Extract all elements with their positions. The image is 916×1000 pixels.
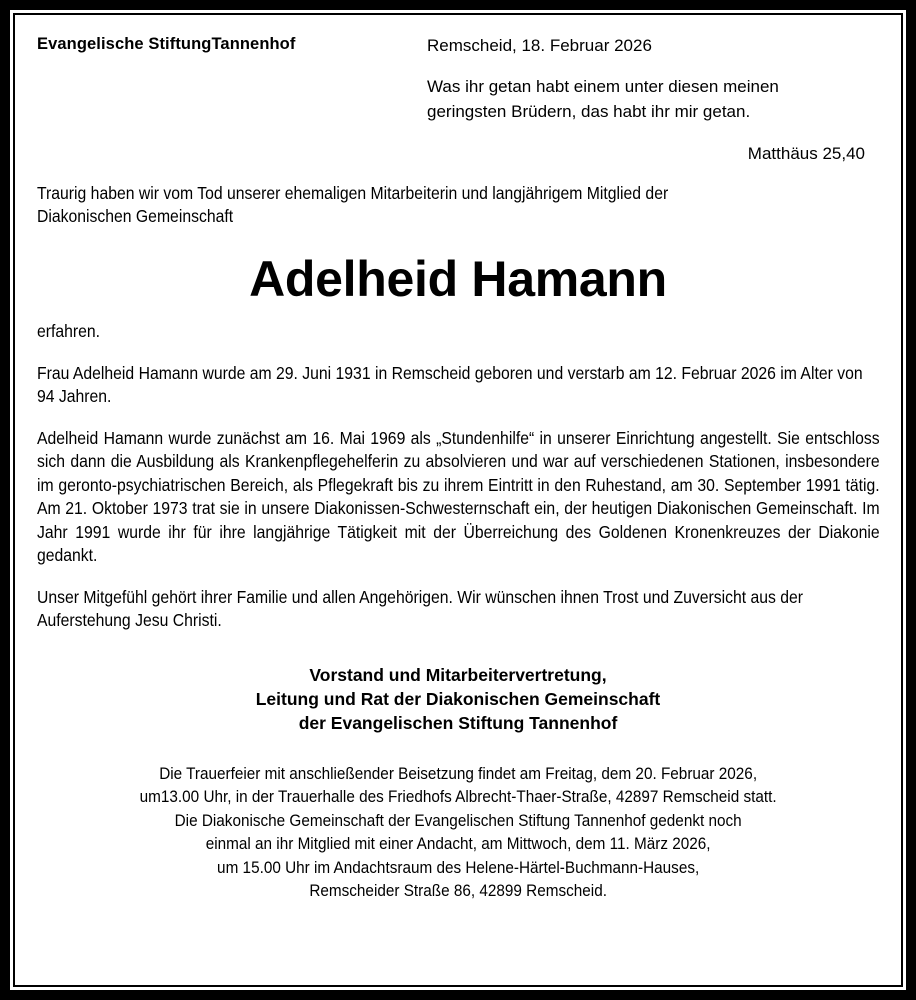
border-inner-rule xyxy=(13,13,903,987)
condolence-text: Unser Mitgefühl gehört ihrer Familie und allen Angehörigen. Wir wünschen ihnen Trost und Zuversicht aus der Auferstehung Jesu Christi. xyxy=(37,586,804,630)
signature-line-1: Vorstand und Mitarbeitervertretung, xyxy=(309,664,607,685)
signature-block xyxy=(37,663,879,735)
biography-text: Adelheid Hamann wurde zunächst am 16. Mai 1969 als „Stundenhilfe“ in unserer Einrichtung angestellt. Sie entschloss sich dann die Ausbildung als Krankenpflegehelferin zu absolvieren und war auf verschiedenen Stationen, insbesondere im geronto-psychiatrischen Bereich, als Pflegekraft bis zu ihrem Eintritt in den Ruhestand, am 30. September 1991 tätig. Am 21. Oktober 1973 trat sie in unsere Diakonissen-Schwesternschaft ein, der heutigen Diakonischen Gemeinschaft. Im Jahr 1991 wurde ihr für ihre langjährige Tätigkeit mit der Überreichung des Goldenen Kronenkreuzes der Diakonie gedankt. xyxy=(37,427,880,565)
birth-death-text: Frau Adelheid Hamann wurde am 29. Juni 1931 in Remscheid geboren und verstarb am 12. Februar 2026 im Alter von 94 Jahren. xyxy=(37,362,863,406)
introduction-paragraph xyxy=(37,182,879,228)
funeral-details-line-6: Remscheider Straße 86, 42899 Remscheid. xyxy=(309,881,607,900)
signature-line-3: der Evangelischen Stiftung Tannenhof xyxy=(298,712,618,733)
funeral-details-block xyxy=(37,762,879,903)
deceased-name: Adelheid Hamann xyxy=(249,251,667,307)
funeral-details-line-2: um13.00 Uhr, in der Trauerhalle des Friedhofs Albrecht-Thaer-Straße, 42897 Remscheid statt. xyxy=(139,787,777,806)
funeral-details-line-1: Die Trauerfeier mit anschließender Beisetzung findet am Freitag, dem 20. Februar 2026, xyxy=(159,763,757,783)
birth-death-paragraph xyxy=(37,362,879,409)
place-and-date: Remscheid, 18. Februar 2026 xyxy=(427,36,652,55)
bible-quote-line-2: geringsten Brüdern, das habt ihr mir getan. xyxy=(427,102,751,121)
funeral-details-line-3: Die Diakonische Gemeinschaft der Evangelischen Stiftung Tannenhof gedenkt noch xyxy=(174,810,742,830)
notice-header xyxy=(37,33,879,166)
introduction-line-1: Traurig haben wir vom Tod unserer ehemaligen Mitarbeiterin und langjährigem Mitglied der xyxy=(37,183,669,203)
biography-paragraph xyxy=(37,427,879,568)
funeral-details-line-4: einmal an ihr Mitglied mit einer Andacht, am Mittwoch, dem 11. März 2026, xyxy=(205,834,711,853)
signature-line-2: Leitung und Rat der Diakonischen Gemeinschaft xyxy=(255,688,661,709)
bible-quote-line-1: Was ihr getan habt einem unter diesen meinen xyxy=(427,77,779,96)
introduction-continuation xyxy=(37,320,879,344)
bible-quote xyxy=(427,74,879,124)
border-white-gap xyxy=(10,10,906,990)
introduction-line-2: Diakonischen Gemeinschaft xyxy=(37,206,234,226)
funeral-details-line-5: um 15.00 Uhr im Andachtsraum des Helene-Härtel-Buchmann-Hauses, xyxy=(216,857,700,877)
introduction-continuation-text: erfahren. xyxy=(37,321,101,341)
header-right-column xyxy=(427,33,879,166)
organization-name: Evangelische StiftungTannenhof xyxy=(37,35,296,53)
notice-content xyxy=(15,15,901,985)
bible-reference: Matthäus 25,40 xyxy=(747,144,865,163)
condolence-paragraph xyxy=(37,586,879,633)
